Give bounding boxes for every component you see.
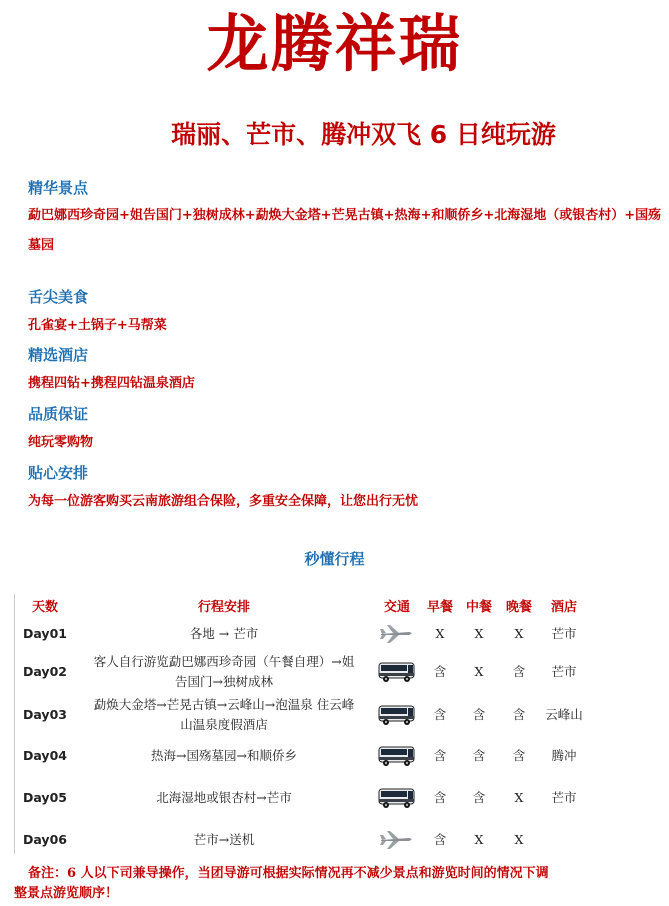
hotel-cell: 腾冲	[551, 748, 577, 763]
transport-cell	[374, 776, 420, 820]
dinner-cell: X	[514, 626, 524, 641]
table-row	[16, 694, 588, 736]
section-heading: 品质保证	[28, 405, 89, 423]
hotel-cell: 芒市	[551, 664, 577, 679]
section-text: 为每一位游客购买云南旅游组合保险，多重安全保障，让您出行无忧	[28, 494, 419, 509]
route-cell: 各地 → 芒市	[189, 626, 259, 641]
table-row	[16, 650, 588, 694]
section-highlights	[28, 178, 668, 258]
route-cell: 北海湿地或银杏村→芒市	[156, 790, 292, 805]
hotel-cell: 芒市	[551, 626, 577, 641]
remark-note	[14, 864, 614, 904]
page-title: 瑞丽、芒市、腾冲双飞 6 日纯玩游	[171, 120, 556, 149]
table-row	[16, 736, 588, 776]
section-heading: 舌尖美食	[28, 288, 89, 306]
header-transport: 交通	[383, 599, 410, 615]
table-row	[16, 820, 588, 860]
section-text: 携程四钻+携程四钻温泉酒店	[28, 376, 195, 391]
header-dinner: 晚餐	[505, 599, 532, 615]
day-cell: Day04	[23, 748, 67, 763]
day-cell: Day06	[23, 832, 67, 847]
section-text: 纯玩零购物	[28, 435, 94, 450]
lunch-cell: X	[474, 626, 484, 641]
lunch-cell: X	[474, 664, 484, 679]
day-cell: Day02	[23, 664, 67, 679]
header-lunch: 中餐	[465, 599, 492, 615]
bus-icon	[374, 744, 420, 768]
section-heading: 精选酒店	[28, 346, 89, 364]
header-hotel: 酒店	[550, 599, 577, 615]
route-cell: 芒市→送机	[193, 832, 255, 847]
bus-icon	[374, 786, 420, 810]
header-breakfast: 早餐	[426, 599, 453, 615]
section-care	[28, 463, 668, 514]
breakfast-cell: 含	[433, 748, 447, 763]
bus-icon	[374, 660, 420, 684]
dinner-cell: X	[514, 832, 524, 847]
dinner-cell: X	[514, 790, 524, 805]
hotel-cell	[540, 820, 588, 860]
plane-icon	[374, 623, 420, 645]
dinner-cell: 含	[512, 664, 526, 679]
dinner-cell: 含	[512, 707, 526, 722]
plane-icon	[374, 829, 420, 851]
lunch-cell: X	[474, 832, 484, 847]
breakfast-cell: 含	[433, 790, 447, 805]
day-cell: Day03	[23, 707, 67, 722]
breakfast-cell: 含	[433, 707, 447, 722]
section-food	[28, 287, 668, 338]
section-heading: 精华景点	[28, 179, 89, 197]
section-hotel	[28, 345, 668, 396]
hotel-cell: 云峰山	[545, 707, 583, 722]
transport-cell	[374, 618, 420, 650]
table-header-row	[16, 592, 588, 618]
transport-cell	[374, 820, 420, 860]
lunch-cell: 含	[472, 748, 486, 763]
transport-cell	[374, 694, 420, 736]
divider	[14, 594, 15, 854]
breakfast-cell: X	[435, 626, 445, 641]
header-day: 天数	[31, 599, 58, 615]
section-heading: 贴心安排	[28, 464, 89, 482]
section-text: 孔雀宴+土锅子+马帮菜	[28, 318, 167, 333]
lunch-cell: 含	[472, 790, 486, 805]
bus-icon	[374, 703, 420, 727]
day-cell: Day01	[23, 626, 67, 641]
section-text: 墓园	[28, 238, 55, 253]
section-quality	[28, 404, 668, 455]
breakfast-cell: 含	[433, 664, 447, 679]
route-cell: 客人自行游览勐巴娜西珍奇园（午餐自理）→姐告国门→独树成林	[93, 654, 355, 689]
dinner-cell: 含	[512, 748, 526, 763]
remark-line: 整景点游览顺序！	[14, 886, 119, 901]
route-cell: 热海→国殇墓园→和顺侨乡	[151, 748, 297, 763]
brand-title: 龙腾祥瑞	[206, 7, 463, 80]
day-cell: Day05	[23, 790, 67, 805]
section-text: 勐巴娜西珍奇园+姐告国门+独树成林+勐焕大金塔+芒晃古镇+热海+和顺侨乡+北海湿地（或银杏村）+国殇	[28, 208, 662, 223]
route-cell: 勐焕大金塔→芒晃古镇→云峰山→泡温泉 住云峰山温泉度假酒店	[93, 697, 355, 732]
remark-line: 备注：6 人以下司兼导操作，当团导游可根据实际情况再不减少景点和游览时间的情况下调	[28, 866, 549, 881]
breakfast-cell: 含	[433, 832, 447, 847]
hotel-cell: 芒市	[551, 790, 577, 805]
lunch-cell: 含	[472, 707, 486, 722]
transport-cell	[374, 736, 420, 776]
itinerary-title: 秒懂行程	[304, 550, 365, 568]
table-row	[16, 776, 588, 820]
header-route: 行程安排	[197, 599, 250, 615]
transport-cell	[374, 650, 420, 694]
itinerary-table	[16, 592, 588, 860]
table-row	[16, 618, 588, 650]
